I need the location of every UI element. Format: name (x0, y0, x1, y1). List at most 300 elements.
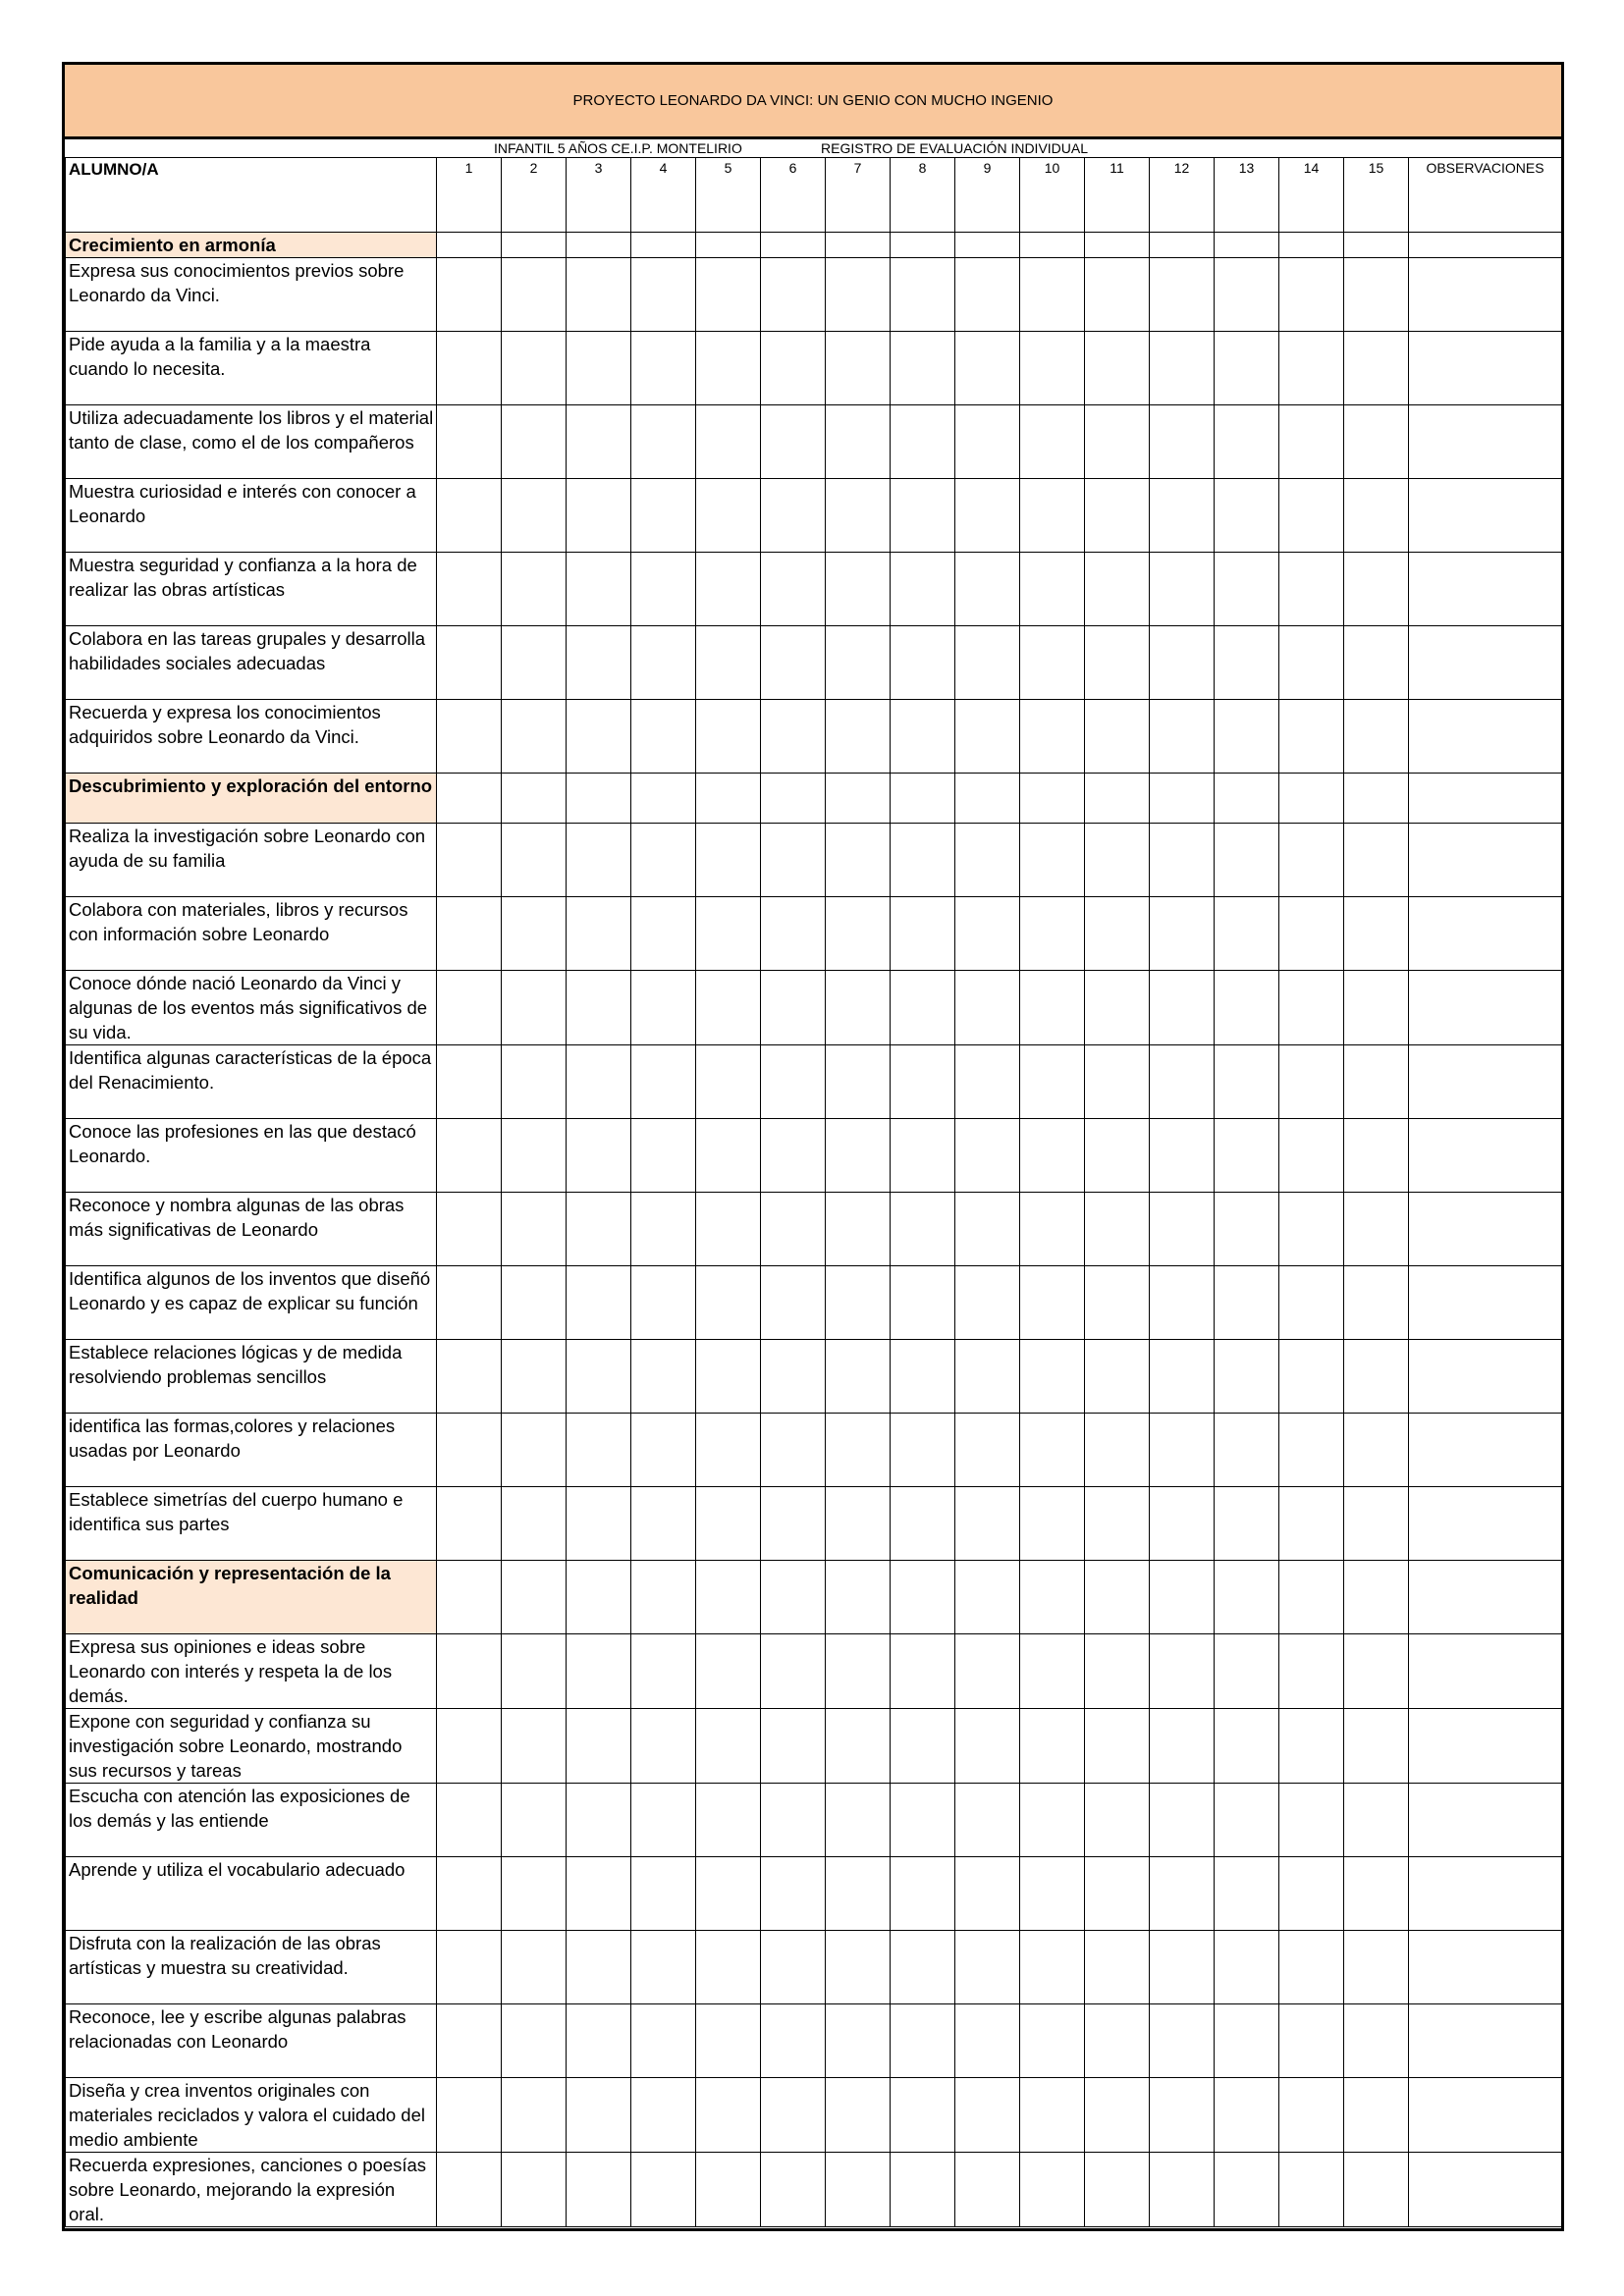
score-cell[interactable] (437, 405, 502, 479)
score-cell[interactable] (1215, 1931, 1279, 2004)
score-cell[interactable] (502, 1487, 567, 1561)
score-cell[interactable] (1344, 1857, 1409, 1931)
score-cell[interactable] (1020, 258, 1085, 332)
score-cell[interactable] (1150, 1414, 1215, 1487)
score-cell[interactable] (437, 553, 502, 626)
score-cell[interactable] (631, 626, 696, 700)
score-cell[interactable] (1344, 1266, 1409, 1340)
score-cell[interactable] (1279, 1857, 1344, 1931)
score-cell[interactable] (1020, 1340, 1085, 1414)
score-cell[interactable] (1279, 1784, 1344, 1857)
score-cell[interactable] (1215, 1045, 1279, 1119)
score-cell[interactable] (502, 1931, 567, 2004)
score-cell[interactable] (631, 2004, 696, 2078)
score-cell[interactable] (826, 1709, 891, 1784)
score-cell[interactable] (1215, 897, 1279, 971)
score-cell[interactable] (631, 1634, 696, 1709)
score-cell[interactable] (761, 479, 826, 553)
score-cell[interactable] (1344, 2004, 1409, 2078)
score-cell[interactable] (567, 1857, 631, 1931)
score-cell[interactable] (955, 2153, 1020, 2227)
score-cell[interactable] (955, 332, 1020, 405)
score-cell[interactable] (1150, 626, 1215, 700)
score-cell[interactable] (502, 479, 567, 553)
score-cell[interactable] (826, 1414, 891, 1487)
score-cell[interactable] (891, 258, 955, 332)
score-cell[interactable] (631, 1857, 696, 1931)
score-cell[interactable] (1344, 1414, 1409, 1487)
score-cell[interactable] (1279, 332, 1344, 405)
observaciones-cell[interactable] (1409, 1857, 1562, 1931)
score-cell[interactable] (955, 1193, 1020, 1266)
observaciones-cell[interactable] (1409, 1414, 1562, 1487)
score-cell[interactable] (437, 1266, 502, 1340)
score-cell[interactable] (1085, 1634, 1150, 1709)
score-cell[interactable] (631, 405, 696, 479)
score-cell[interactable] (631, 1487, 696, 1561)
observaciones-cell[interactable] (1409, 1045, 1562, 1119)
score-cell[interactable] (1150, 1487, 1215, 1561)
score-cell[interactable] (761, 1709, 826, 1784)
score-cell[interactable] (1150, 824, 1215, 897)
score-cell[interactable] (1150, 553, 1215, 626)
score-cell[interactable] (567, 700, 631, 774)
score-cell[interactable] (1150, 1634, 1215, 1709)
score-cell[interactable] (1020, 1266, 1085, 1340)
score-cell[interactable] (1020, 824, 1085, 897)
score-cell[interactable] (631, 824, 696, 897)
score-cell[interactable] (1085, 1931, 1150, 2004)
score-cell[interactable] (1020, 2078, 1085, 2153)
score-cell[interactable] (761, 405, 826, 479)
score-cell[interactable] (1020, 1784, 1085, 1857)
score-cell[interactable] (502, 1045, 567, 1119)
score-cell[interactable] (1279, 1340, 1344, 1414)
score-cell[interactable] (1020, 1487, 1085, 1561)
score-cell[interactable] (1344, 1487, 1409, 1561)
score-cell[interactable] (1150, 405, 1215, 479)
score-cell[interactable] (1150, 700, 1215, 774)
score-cell[interactable] (955, 1857, 1020, 1931)
score-cell[interactable] (1085, 626, 1150, 700)
score-cell[interactable] (1215, 479, 1279, 553)
score-cell[interactable] (567, 1931, 631, 2004)
score-cell[interactable] (891, 1193, 955, 1266)
score-cell[interactable] (1279, 1931, 1344, 2004)
score-cell[interactable] (437, 332, 502, 405)
score-cell[interactable] (761, 971, 826, 1045)
score-cell[interactable] (1150, 332, 1215, 405)
score-cell[interactable] (891, 553, 955, 626)
score-cell[interactable] (1279, 1634, 1344, 1709)
score-cell[interactable] (502, 824, 567, 897)
score-cell[interactable] (1279, 626, 1344, 700)
score-cell[interactable] (502, 332, 567, 405)
score-cell[interactable] (826, 1266, 891, 1340)
score-cell[interactable] (761, 1414, 826, 1487)
score-cell[interactable] (1215, 1709, 1279, 1784)
score-cell[interactable] (1150, 258, 1215, 332)
score-cell[interactable] (1344, 897, 1409, 971)
score-cell[interactable] (437, 1045, 502, 1119)
score-cell[interactable] (631, 2153, 696, 2227)
score-cell[interactable] (567, 1045, 631, 1119)
score-cell[interactable] (955, 1931, 1020, 2004)
score-cell[interactable] (696, 971, 761, 1045)
score-cell[interactable] (696, 1119, 761, 1193)
score-cell[interactable] (761, 1045, 826, 1119)
score-cell[interactable] (1215, 2004, 1279, 2078)
score-cell[interactable] (1279, 1266, 1344, 1340)
score-cell[interactable] (826, 2153, 891, 2227)
score-cell[interactable] (567, 553, 631, 626)
observaciones-cell[interactable] (1409, 1931, 1562, 2004)
score-cell[interactable] (1279, 1709, 1344, 1784)
observaciones-cell[interactable] (1409, 626, 1562, 700)
score-cell[interactable] (891, 1414, 955, 1487)
score-cell[interactable] (891, 2004, 955, 2078)
score-cell[interactable] (1150, 1193, 1215, 1266)
score-cell[interactable] (1085, 1487, 1150, 1561)
score-cell[interactable] (955, 2004, 1020, 2078)
score-cell[interactable] (1279, 2153, 1344, 2227)
observaciones-cell[interactable] (1409, 479, 1562, 553)
score-cell[interactable] (1150, 1709, 1215, 1784)
observaciones-cell[interactable] (1409, 1784, 1562, 1857)
score-cell[interactable] (1085, 405, 1150, 479)
score-cell[interactable] (502, 2004, 567, 2078)
score-cell[interactable] (1344, 971, 1409, 1045)
score-cell[interactable] (1150, 2004, 1215, 2078)
score-cell[interactable] (826, 1193, 891, 1266)
score-cell[interactable] (1150, 2153, 1215, 2227)
score-cell[interactable] (437, 2004, 502, 2078)
score-cell[interactable] (1344, 1119, 1409, 1193)
score-cell[interactable] (955, 479, 1020, 553)
score-cell[interactable] (1279, 1119, 1344, 1193)
score-cell[interactable] (1020, 897, 1085, 971)
score-cell[interactable] (1215, 1340, 1279, 1414)
score-cell[interactable] (1344, 332, 1409, 405)
score-cell[interactable] (1085, 1340, 1150, 1414)
score-cell[interactable] (696, 1931, 761, 2004)
score-cell[interactable] (1344, 258, 1409, 332)
score-cell[interactable] (1150, 1931, 1215, 2004)
score-cell[interactable] (1150, 1857, 1215, 1931)
score-cell[interactable] (891, 626, 955, 700)
score-cell[interactable] (1279, 553, 1344, 626)
score-cell[interactable] (826, 1931, 891, 2004)
score-cell[interactable] (696, 1045, 761, 1119)
score-cell[interactable] (1020, 1119, 1085, 1193)
score-cell[interactable] (1085, 2004, 1150, 2078)
score-cell[interactable] (826, 2004, 891, 2078)
score-cell[interactable] (826, 1340, 891, 1414)
score-cell[interactable] (1279, 824, 1344, 897)
score-cell[interactable] (891, 405, 955, 479)
score-cell[interactable] (1085, 1193, 1150, 1266)
score-cell[interactable] (1085, 258, 1150, 332)
score-cell[interactable] (1020, 405, 1085, 479)
score-cell[interactable] (437, 700, 502, 774)
score-cell[interactable] (567, 1784, 631, 1857)
score-cell[interactable] (1215, 700, 1279, 774)
score-cell[interactable] (502, 971, 567, 1045)
score-cell[interactable] (1279, 1414, 1344, 1487)
score-cell[interactable] (826, 2078, 891, 2153)
score-cell[interactable] (826, 1634, 891, 1709)
score-cell[interactable] (1085, 479, 1150, 553)
score-cell[interactable] (1085, 700, 1150, 774)
score-cell[interactable] (631, 700, 696, 774)
observaciones-cell[interactable] (1409, 1119, 1562, 1193)
score-cell[interactable] (955, 1340, 1020, 1414)
score-cell[interactable] (1150, 1340, 1215, 1414)
observaciones-cell[interactable] (1409, 2004, 1562, 2078)
score-cell[interactable] (1215, 824, 1279, 897)
score-cell[interactable] (1279, 1487, 1344, 1561)
score-cell[interactable] (1279, 2078, 1344, 2153)
score-cell[interactable] (955, 405, 1020, 479)
score-cell[interactable] (1215, 1857, 1279, 1931)
score-cell[interactable] (955, 971, 1020, 1045)
score-cell[interactable] (1085, 1414, 1150, 1487)
score-cell[interactable] (631, 1045, 696, 1119)
score-cell[interactable] (502, 553, 567, 626)
score-cell[interactable] (1085, 971, 1150, 1045)
observaciones-cell[interactable] (1409, 553, 1562, 626)
score-cell[interactable] (1279, 700, 1344, 774)
score-cell[interactable] (761, 700, 826, 774)
score-cell[interactable] (1279, 1045, 1344, 1119)
score-cell[interactable] (1215, 332, 1279, 405)
score-cell[interactable] (631, 2078, 696, 2153)
score-cell[interactable] (631, 1119, 696, 1193)
observaciones-cell[interactable] (1409, 971, 1562, 1045)
score-cell[interactable] (696, 2004, 761, 2078)
score-cell[interactable] (696, 1487, 761, 1561)
score-cell[interactable] (502, 1340, 567, 1414)
score-cell[interactable] (891, 1340, 955, 1414)
score-cell[interactable] (437, 1931, 502, 2004)
score-cell[interactable] (1344, 1340, 1409, 1414)
score-cell[interactable] (696, 1857, 761, 1931)
score-cell[interactable] (696, 1266, 761, 1340)
score-cell[interactable] (696, 1634, 761, 1709)
score-cell[interactable] (1215, 553, 1279, 626)
score-cell[interactable] (1020, 971, 1085, 1045)
score-cell[interactable] (1020, 1193, 1085, 1266)
score-cell[interactable] (1085, 1045, 1150, 1119)
score-cell[interactable] (631, 1266, 696, 1340)
score-cell[interactable] (1279, 405, 1344, 479)
score-cell[interactable] (1215, 1119, 1279, 1193)
score-cell[interactable] (761, 2078, 826, 2153)
score-cell[interactable] (761, 2153, 826, 2227)
observaciones-cell[interactable] (1409, 405, 1562, 479)
score-cell[interactable] (1020, 1931, 1085, 2004)
score-cell[interactable] (955, 1634, 1020, 1709)
score-cell[interactable] (1215, 1266, 1279, 1340)
score-cell[interactable] (1020, 1045, 1085, 1119)
score-cell[interactable] (1215, 258, 1279, 332)
score-cell[interactable] (567, 2004, 631, 2078)
score-cell[interactable] (1344, 626, 1409, 700)
score-cell[interactable] (1085, 2078, 1150, 2153)
score-cell[interactable] (761, 553, 826, 626)
score-cell[interactable] (891, 1266, 955, 1340)
score-cell[interactable] (1020, 1414, 1085, 1487)
score-cell[interactable] (696, 2078, 761, 2153)
score-cell[interactable] (1085, 824, 1150, 897)
score-cell[interactable] (1215, 2153, 1279, 2227)
score-cell[interactable] (761, 332, 826, 405)
score-cell[interactable] (1215, 405, 1279, 479)
score-cell[interactable] (955, 1784, 1020, 1857)
score-cell[interactable] (1344, 1634, 1409, 1709)
score-cell[interactable] (761, 1857, 826, 1931)
score-cell[interactable] (955, 897, 1020, 971)
score-cell[interactable] (826, 332, 891, 405)
score-cell[interactable] (1279, 1193, 1344, 1266)
score-cell[interactable] (891, 479, 955, 553)
score-cell[interactable] (955, 700, 1020, 774)
score-cell[interactable] (826, 405, 891, 479)
score-cell[interactable] (1020, 626, 1085, 700)
score-cell[interactable] (761, 1119, 826, 1193)
score-cell[interactable] (1279, 2004, 1344, 2078)
score-cell[interactable] (1020, 479, 1085, 553)
score-cell[interactable] (1279, 971, 1344, 1045)
score-cell[interactable] (696, 1709, 761, 1784)
score-cell[interactable] (502, 1414, 567, 1487)
score-cell[interactable] (502, 2078, 567, 2153)
score-cell[interactable] (567, 897, 631, 971)
score-cell[interactable] (502, 700, 567, 774)
observaciones-cell[interactable] (1409, 1709, 1562, 1784)
score-cell[interactable] (955, 1487, 1020, 1561)
score-cell[interactable] (696, 258, 761, 332)
score-cell[interactable] (1344, 405, 1409, 479)
score-cell[interactable] (826, 258, 891, 332)
score-cell[interactable] (567, 1487, 631, 1561)
score-cell[interactable] (1020, 1709, 1085, 1784)
score-cell[interactable] (761, 1784, 826, 1857)
score-cell[interactable] (1344, 2078, 1409, 2153)
score-cell[interactable] (826, 824, 891, 897)
score-cell[interactable] (696, 553, 761, 626)
observaciones-cell[interactable] (1409, 1266, 1562, 1340)
score-cell[interactable] (631, 553, 696, 626)
score-cell[interactable] (567, 479, 631, 553)
score-cell[interactable] (1150, 1266, 1215, 1340)
score-cell[interactable] (437, 1857, 502, 1931)
score-cell[interactable] (891, 700, 955, 774)
score-cell[interactable] (567, 258, 631, 332)
score-cell[interactable] (437, 1414, 502, 1487)
score-cell[interactable] (631, 1193, 696, 1266)
score-cell[interactable] (437, 258, 502, 332)
score-cell[interactable] (437, 897, 502, 971)
score-cell[interactable] (1215, 1784, 1279, 1857)
score-cell[interactable] (631, 1784, 696, 1857)
score-cell[interactable] (502, 1709, 567, 1784)
score-cell[interactable] (696, 1340, 761, 1414)
observaciones-cell[interactable] (1409, 332, 1562, 405)
score-cell[interactable] (502, 1634, 567, 1709)
score-cell[interactable] (696, 405, 761, 479)
score-cell[interactable] (1344, 1931, 1409, 2004)
score-cell[interactable] (567, 1193, 631, 1266)
score-cell[interactable] (761, 1634, 826, 1709)
score-cell[interactable] (761, 2004, 826, 2078)
score-cell[interactable] (567, 1709, 631, 1784)
score-cell[interactable] (1215, 1634, 1279, 1709)
score-cell[interactable] (631, 1931, 696, 2004)
score-cell[interactable] (826, 479, 891, 553)
score-cell[interactable] (437, 2078, 502, 2153)
score-cell[interactable] (1020, 2153, 1085, 2227)
observaciones-cell[interactable] (1409, 2078, 1562, 2153)
score-cell[interactable] (955, 553, 1020, 626)
score-cell[interactable] (761, 258, 826, 332)
score-cell[interactable] (696, 897, 761, 971)
score-cell[interactable] (955, 1045, 1020, 1119)
score-cell[interactable] (502, 1857, 567, 1931)
score-cell[interactable] (1215, 971, 1279, 1045)
observaciones-cell[interactable] (1409, 824, 1562, 897)
score-cell[interactable] (437, 626, 502, 700)
score-cell[interactable] (891, 1119, 955, 1193)
score-cell[interactable] (567, 971, 631, 1045)
score-cell[interactable] (437, 1634, 502, 1709)
score-cell[interactable] (1215, 2078, 1279, 2153)
score-cell[interactable] (502, 626, 567, 700)
score-cell[interactable] (955, 1266, 1020, 1340)
score-cell[interactable] (761, 824, 826, 897)
score-cell[interactable] (502, 258, 567, 332)
score-cell[interactable] (437, 1340, 502, 1414)
score-cell[interactable] (891, 1931, 955, 2004)
score-cell[interactable] (891, 971, 955, 1045)
score-cell[interactable] (1085, 897, 1150, 971)
score-cell[interactable] (1279, 897, 1344, 971)
score-cell[interactable] (696, 1193, 761, 1266)
score-cell[interactable] (1215, 1193, 1279, 1266)
score-cell[interactable] (631, 897, 696, 971)
score-cell[interactable] (437, 1193, 502, 1266)
score-cell[interactable] (437, 1119, 502, 1193)
score-cell[interactable] (955, 2078, 1020, 2153)
score-cell[interactable] (891, 1487, 955, 1561)
score-cell[interactable] (1085, 1857, 1150, 1931)
score-cell[interactable] (1344, 1045, 1409, 1119)
score-cell[interactable] (1150, 971, 1215, 1045)
score-cell[interactable] (761, 626, 826, 700)
score-cell[interactable] (1215, 1487, 1279, 1561)
score-cell[interactable] (891, 897, 955, 971)
score-cell[interactable] (567, 2078, 631, 2153)
score-cell[interactable] (1344, 700, 1409, 774)
score-cell[interactable] (826, 1045, 891, 1119)
score-cell[interactable] (1085, 1709, 1150, 1784)
score-cell[interactable] (1344, 1784, 1409, 1857)
score-cell[interactable] (567, 332, 631, 405)
observaciones-cell[interactable] (1409, 700, 1562, 774)
score-cell[interactable] (502, 1784, 567, 1857)
score-cell[interactable] (891, 824, 955, 897)
observaciones-cell[interactable] (1409, 1193, 1562, 1266)
